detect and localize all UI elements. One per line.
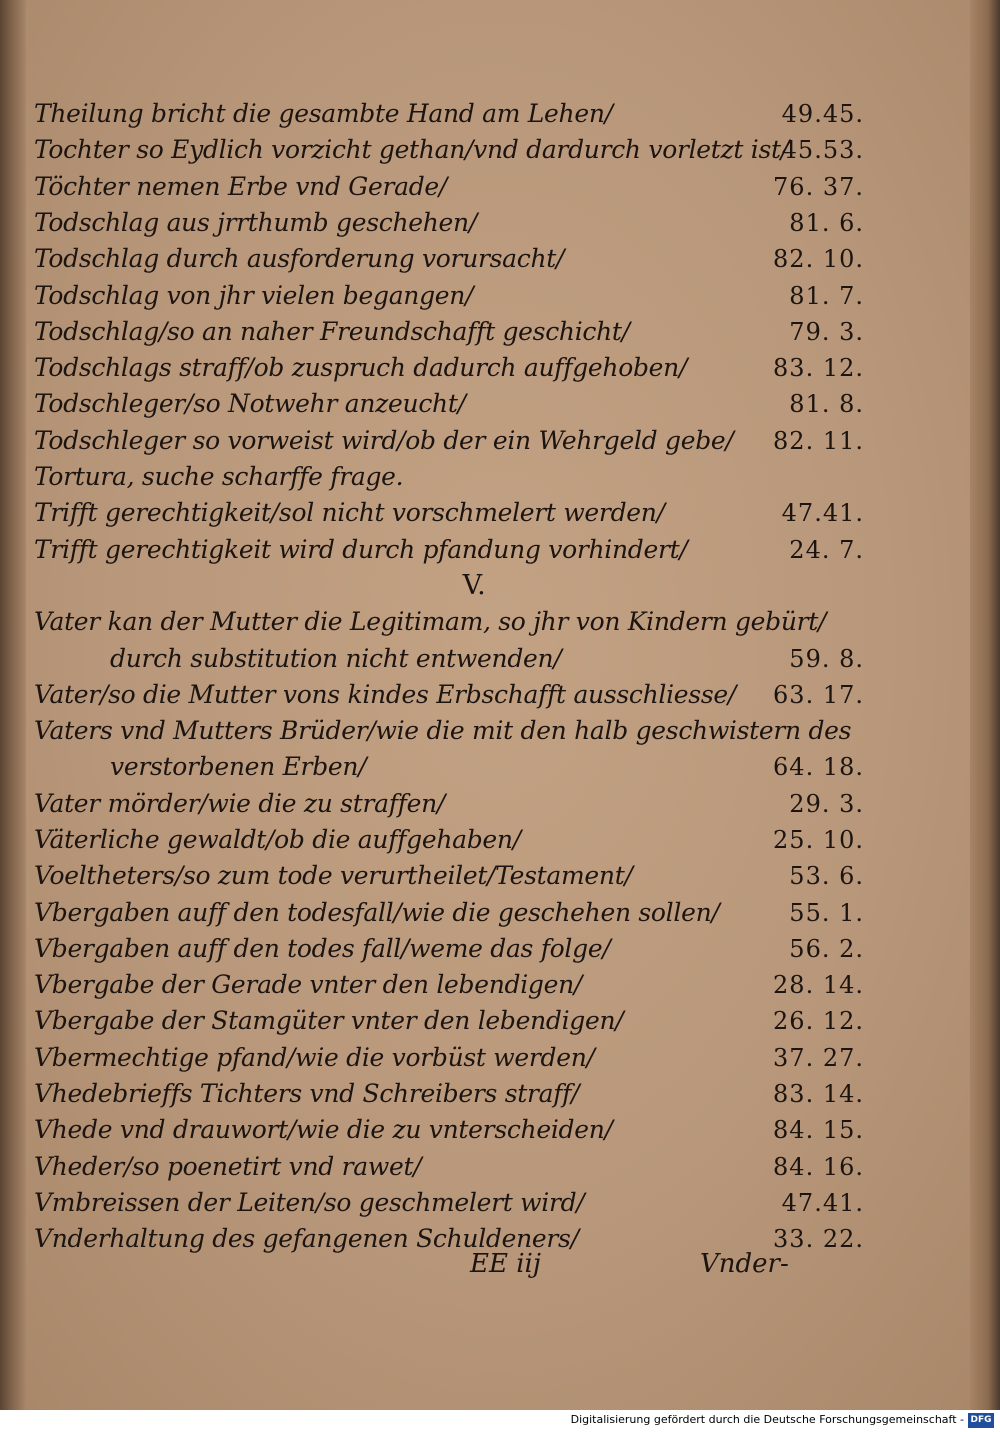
entry-text: Todschlag von jhr vielen begangen/ — [34, 281, 474, 310]
entry-text: Tortura, suche scharffe frage. — [34, 462, 404, 491]
index-entry — [34, 241, 864, 277]
book-spine — [0, 0, 26, 1410]
entry-text: Vater kan der Mutter die Legitimam, so jhr von Kindern gebürt/ — [34, 607, 827, 636]
entry-text: Trifft gerechtigkeit/sol nicht vorschmelert werden/ — [34, 498, 665, 527]
entry-reference: 81. 7. — [789, 282, 864, 310]
entry-text: Vaters vnd Mutters Brüder/wie die mit den halb geschwistern des — [34, 716, 852, 745]
entry-text: Todschlag/so an naher Freundschafft geschicht/ — [34, 317, 630, 346]
entry-text: Vater mörder/wie die zu straffen/ — [34, 789, 446, 818]
entry-reference: 84. 16. — [773, 1153, 864, 1181]
entry-reference: 56. 2. — [789, 935, 864, 963]
credit-text: Digitalisierung gefördert durch die Deutsche Forschungsgemeinschaft - — [570, 1413, 964, 1426]
entry-text: Vbergabe der Stamgüter vnter den lebendigen/ — [34, 1006, 624, 1035]
index-entry — [34, 822, 864, 858]
entry-text: Trifft gerechtigkeit wird durch pfandung vorhindert/ — [34, 535, 688, 564]
entry-text: Vhedebrieffs Tichters vnd Schreibers straff/ — [34, 1079, 580, 1108]
index-entry — [34, 713, 864, 749]
entry-reference: 83. 12. — [773, 354, 864, 382]
entry-text: Vbergaben auff den todesfall/wie die geschehen sollen/ — [34, 898, 720, 927]
index-entry — [34, 495, 864, 531]
section-heading: V. — [462, 570, 486, 601]
entry-text: Todschleger so vorweist wird/ob der ein Wehrgeld gebe/ — [34, 426, 734, 455]
entry-reference: 28. 14. — [773, 971, 864, 999]
index-entry — [34, 386, 864, 422]
index-entry — [34, 786, 864, 822]
index-entry — [34, 1149, 864, 1185]
entry-reference: 53. 6. — [789, 862, 864, 890]
entry-reference: 49.45. — [781, 100, 864, 128]
entry-text: Vhede vnd drauwort/wie die zu vnterscheiden/ — [34, 1115, 613, 1144]
index-entry — [34, 423, 864, 459]
index-entry — [34, 96, 864, 132]
entry-reference: 84. 15. — [773, 1116, 864, 1144]
index-entry — [34, 1003, 864, 1039]
index-entry — [34, 931, 864, 967]
index-entry — [34, 169, 864, 205]
entry-reference: 33. 22. — [773, 1225, 864, 1253]
credit-bar — [0, 1410, 1000, 1432]
catchword: Vnder- — [700, 1249, 789, 1279]
index-entry — [34, 895, 864, 931]
entry-text: Vbergaben auff den todes fall/weme das folge/ — [34, 934, 611, 963]
entry-text: verstorbenen Erben/ — [110, 752, 367, 781]
index-entry — [34, 749, 864, 785]
entry-reference: 47.41. — [781, 1189, 864, 1217]
entry-text: durch substitution nicht entwenden/ — [110, 644, 562, 673]
entry-text: Vater/so die Mutter vons kindes Erbschafft ausschliesse/ — [34, 680, 736, 709]
entry-text: Todschlags straff/ob zuspruch dadurch auffgehoben/ — [34, 353, 688, 382]
index-entry — [34, 532, 864, 568]
entry-text: Vmbreissen der Leiten/so geschmelert wird/ — [34, 1188, 585, 1217]
entry-reference: 55. 1. — [789, 899, 864, 927]
entry-reference: 63. 17. — [773, 681, 864, 709]
entry-reference: 24. 7. — [789, 536, 864, 564]
entry-reference: 26. 12. — [773, 1007, 864, 1035]
entry-text: Tochter so Eydlich vorzicht gethan/vnd dardurch vorletzt ist/ — [34, 135, 789, 164]
entry-reference: 37. 27. — [773, 1044, 864, 1072]
entry-reference: 25. 10. — [773, 826, 864, 854]
index-entry — [34, 1040, 864, 1076]
index-entry — [34, 1076, 864, 1112]
entry-text: Töchter nemen Erbe vnd Gerade/ — [34, 172, 448, 201]
dfg-logo: DFG — [968, 1413, 994, 1428]
entry-text: Todschleger/so Notwehr anzeucht/ — [34, 389, 466, 418]
entry-text: Todschlag aus jrrthumb geschehen/ — [34, 208, 477, 237]
index-entry — [34, 205, 864, 241]
index-entry — [34, 1185, 864, 1221]
entry-text: Vheder/so poenetirt vnd rawet/ — [34, 1152, 422, 1181]
index-entry — [34, 641, 864, 677]
index-entry — [34, 459, 864, 495]
entry-reference: 79. 3. — [789, 318, 864, 346]
entry-text: Vnderhaltung des gefangenen Schuldeners/ — [34, 1224, 579, 1253]
entry-text: Todschlag durch ausforderung vorursacht/ — [34, 244, 565, 273]
entry-reference: 45.53. — [781, 136, 864, 164]
entry-reference: 64. 18. — [773, 753, 864, 781]
index-entry — [34, 132, 864, 168]
index-entry — [34, 604, 864, 640]
entry-reference: 81. 6. — [789, 209, 864, 237]
entry-reference: 82. 11. — [773, 427, 864, 455]
entry-text: Vbermechtige pfand/wie die vorbüst werden/ — [34, 1043, 595, 1072]
entry-text: Väterliche gewaldt/ob die auffgehaben/ — [34, 825, 521, 854]
index-entry — [34, 858, 864, 894]
entry-text: Vbergabe der Gerade vnter den lebendigen/ — [34, 970, 583, 999]
page-edge — [970, 0, 1000, 1410]
entry-reference: 83. 14. — [773, 1080, 864, 1108]
entry-reference: 76. 37. — [773, 173, 864, 201]
entry-reference: 59. 8. — [789, 645, 864, 673]
index-entry — [34, 314, 864, 350]
entry-reference: 82. 10. — [773, 245, 864, 273]
entry-reference: 81. 8. — [789, 390, 864, 418]
index-entry — [34, 350, 864, 386]
entry-text: Theilung bricht die gesambte Hand am Lehen/ — [34, 99, 613, 128]
signature-mark: EE iij — [470, 1249, 541, 1279]
index-entry — [34, 1112, 864, 1148]
entry-text: Voeltheters/so zum tode verurtheilet/Testament/ — [34, 861, 633, 890]
index-entry — [34, 278, 864, 314]
index-entry — [34, 967, 864, 1003]
index-entry — [34, 677, 864, 713]
entry-reference: 29. 3. — [789, 790, 864, 818]
entry-reference: 47.41. — [781, 499, 864, 527]
